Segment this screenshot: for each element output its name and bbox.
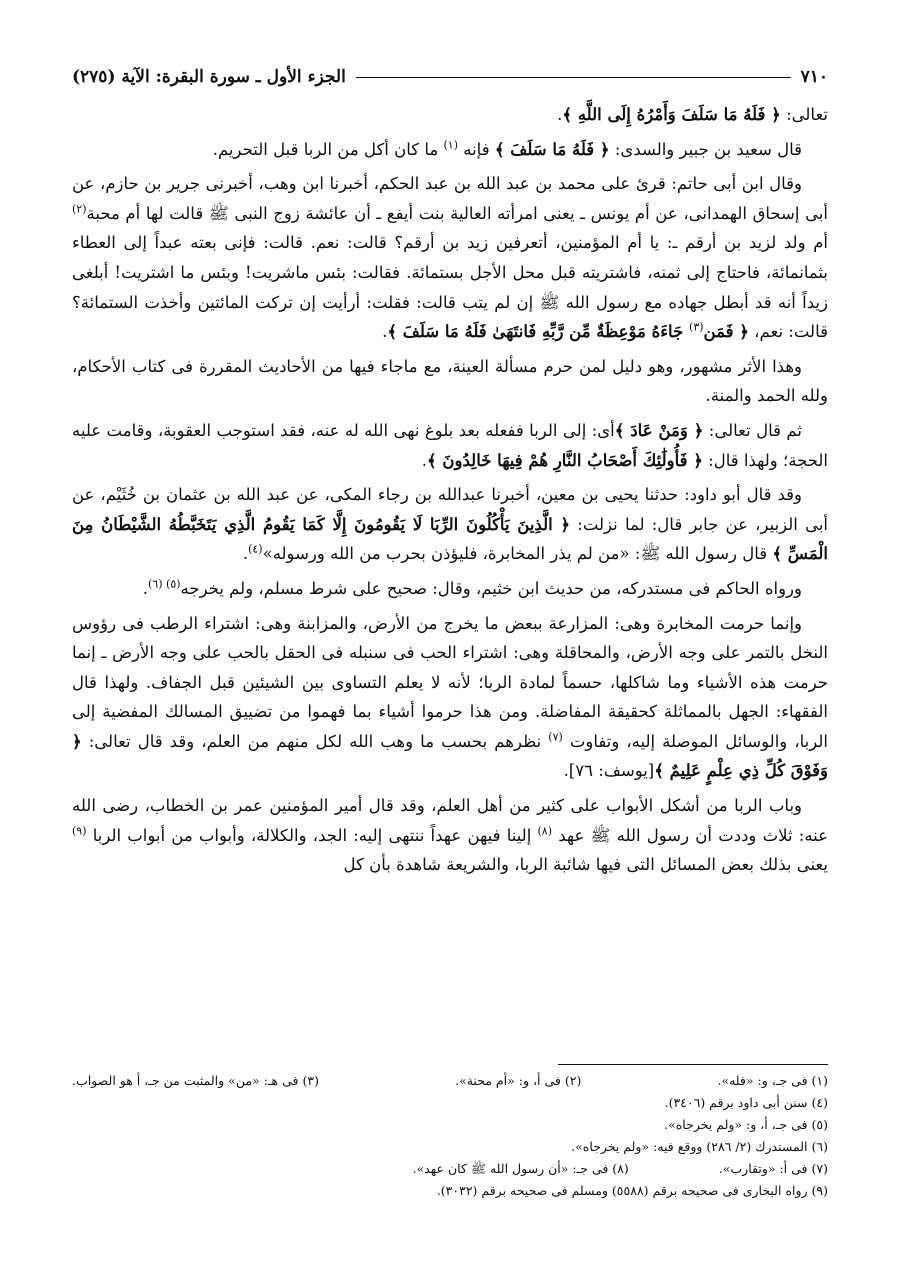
quran-quote: ﴿ وَمَنْ عَادَ ﴾	[614, 420, 704, 440]
quran-quote: ﴿ فَأُولَٰئِكَ أَصْحَابُ النَّارِ هُمْ فِيهَا خَالِدُونَ ﴾	[427, 450, 703, 470]
text: نظرهم بحسب ما وهب الله لكل منهم من العلم، وقد قال تعالى:	[81, 731, 549, 751]
text: تعالى:	[780, 105, 828, 124]
text: وقال ابن أبى حاتم: قرئ على محمد بن عبد الله بن عبد الحكم، أخبرنا ابن وهب، أخبرنى جرير بن حازم، عن أبى إسحاق الهمدانى، عن أم يونس ـ يعنى امرأته العالية بنت أيفع ـ أن عائشة زوج النبى ﷺ قالت لها أم محبة	[72, 174, 828, 223]
text: وإنما حرمت المخابرة وهى: المزارعة ببعض ما يخرج من الأرض، والمزابنة وهى: اشتراء الرطب فى رؤوس النخل بالتمر على وجه الأرض، والمحاقلة وهى: اشتراء الحب فى سنبله فى الحقل بالحب على وجه الأرض ـ إنما حرمت هذه الأشياء وما شاكلها، حسماً لمادة الربا؛ لأنه لا يعلم التساوى بين الشيئين قبل الجفاف. ولهذا قال الفقهاء: الجهل بالمماثلة كحقيقة المفاضلة. ومن هذا حرموا أشياء بما فهموا من تضييق المسالك المفضية إلى الربا، والوسائل الموصلة إليه، وتفاوت	[72, 613, 828, 751]
quran-quote: ﴿ فَمَن	[703, 322, 749, 342]
main-text	[72, 100, 828, 885]
paragraph-9	[72, 791, 828, 880]
text: وقد قال أبو داود: حدثنا يحيى بن معين، أخبرنا عبدالله بن رجاء المكى، عن عبد الله بن عثمان بن خُثَيْم، عن أبى الزبير، عن جابر قال: لما نزلت:	[72, 485, 829, 534]
paragraph-2	[72, 135, 828, 165]
quran-quote: ﴿ وَفَوْقَ كُلِّ ذِي عِلْمٍ عَلِيمٌ ﴾	[72, 731, 828, 781]
footnote-ref: (٥) (٦)	[148, 577, 181, 591]
footnote-1: (١) فى جـ، و: «فله».	[717, 1073, 828, 1088]
footnote-4: (٤) سنن أبى داود برقم (٣٤٠٦).	[664, 1095, 828, 1110]
text: .	[421, 450, 428, 470]
text: ما كان أكل من الربا قبل التحريم.	[212, 139, 444, 159]
paragraph-8	[72, 609, 828, 787]
quran-quote: ﴿ فَلَهُ مَا سَلَفَ ﴾	[494, 139, 610, 159]
footnote-separator	[558, 1064, 828, 1065]
paragraph-4	[72, 352, 828, 411]
running-title: الجزء الأول ـ سورة البقرة: الآية (٢٧٥)	[72, 67, 346, 87]
text: .	[242, 544, 249, 564]
text: ثم قال تعالى:	[703, 420, 802, 440]
page-header	[72, 64, 828, 90]
text: أم ولد لزيد بن أرقم ـ: يا أم المؤمنين، أتعرفين زيد بن أرقم؟ قالت: نعم. قالت: فإنى بعته عبداً إلى العطاء بثمانمائة، فاحتاج إلى ثمنه، فاشتريته قبل محل الأجل بستمائة. فقالت: بئس ماشريت! وبئس ما اشتريت! أبلغى زيداً أنه قد أبطل جهاده مع رسول الله ﷺ إن لم يتب قالت: فقلت: أرأيت إن تركت المائتين وأخذت الستمائة؟ قالت: نعم،	[72, 233, 828, 342]
footnote-6: (٦) المستدرك (٢/ ٢٨٦) ووقع فيه: «ولم يخرجاه».	[571, 1139, 828, 1154]
footnote-7: (٧) فى أ: «وتقارب».	[718, 1161, 828, 1176]
footnote-row	[72, 1180, 828, 1202]
paragraph-6	[72, 480, 828, 569]
footnote-row	[72, 1114, 828, 1136]
footnote-row	[72, 1092, 828, 1114]
text: ورواه الحاكم فى مستدركه، من حديث ابن خثيم، وقال: صحيح على شرط مسلم، ولم يخرجه	[180, 578, 802, 598]
quran-quote: جَاءَهُ مَوْعِظَةٌ مِّن رَّبِّهِ فَانتَهَىٰ فَلَهُ مَا سَلَفَ ﴾	[387, 322, 690, 342]
footnote-ref: (٨)	[537, 824, 553, 838]
footnote-ref: (٩)	[72, 824, 87, 838]
text: .	[382, 322, 388, 342]
footnote-ref: (١)	[443, 138, 458, 152]
footnote-ref: (٧)	[548, 730, 563, 744]
footnote-9: (٩) رواه البخارى فى صحيحه برقم (٥٥٨٨) ومسلم فى صحيحه برقم (٣٠٣٢).	[436, 1183, 828, 1198]
quran-quote: ﴿ فَلَهُ مَا سَلَفَ وَأَمْرُهُ إِلَى اللَّهِ ﴾	[562, 105, 781, 124]
text: .	[557, 105, 563, 124]
footnote-ref: (٢)	[72, 202, 87, 216]
footnote-ref: (٤)	[248, 542, 263, 556]
quran-quote: ﴿ الَّذِينَ يَأْكُلُونَ الرِّبَا لَا يَقُومُونَ إِلَّا كَمَا يَقُومُ الَّذِي يَتَخَبَّطُهُ الشَّيْطَانُ مِنَ الْمَسِّ ﴾	[72, 514, 828, 564]
footnote-ref: (٣)	[689, 320, 704, 334]
text: وباب الربا من أشكل الأبواب على كثير من أهل العلم، وقد قال أمير المؤمنين عمر بن الخطاب، رضى الله عنه: ثلاث وددت أن رسول الله ﷺ عهد	[72, 796, 828, 845]
footnote-5: (٥) فى جـ، أ، و: «ولم يخرجاه».	[664, 1117, 828, 1132]
text: [يوسف: ٧٦].	[563, 761, 655, 781]
footnote-2: (٢) فى أ، و: «أم محنة».	[455, 1073, 582, 1088]
text: يعنى بذلك بعض المسائل التى فيها شائبة الربا، والشريعة شاهدة بأن كل	[343, 855, 828, 875]
footnote-8: (٨) فى جـ: «أن رسول الله ﷺ كان عهد».	[412, 1161, 629, 1176]
footnote-3: (٣) فى هـ: «من» والمثبت من جـ، أ هو الصواب.	[72, 1073, 319, 1088]
page-number: ٧١٠	[800, 67, 828, 87]
text: إلينا فيهن عهداً ننتهى إليه: الجد، والكلالة، وأبواب من أبواب الربا	[86, 825, 538, 845]
text: أى: إلى الربا ففعله بعد بلوغ نهى الله له عنه، فقد استوجب العقوبة، وقامت عليه الحجة؛ ولهذا قال:	[72, 420, 828, 470]
text: .	[142, 578, 149, 598]
footnote-row	[72, 1158, 828, 1180]
footnotes	[72, 1070, 828, 1202]
footnote-row	[72, 1070, 828, 1092]
text: وهذا الأثر مشهور، وهو دليل لمن حرم مسألة العينة، مع ماجاء فيها من الأحاديث المقررة فى كتاب الأحكام، ولله الحمد والمنة.	[72, 356, 828, 406]
paragraph-5	[72, 416, 828, 475]
text: فإنه	[458, 139, 495, 159]
text: قال سعيد بن جبير والسدى:	[609, 139, 802, 159]
paragraph-1	[72, 100, 828, 130]
header-rule	[356, 77, 791, 78]
text: قال رسول الله ﷺ: «من لم يذر المخابرة، فليؤذن بحرب من الله ورسوله»	[262, 544, 773, 564]
paragraph-7	[72, 574, 828, 604]
paragraph-3	[72, 169, 828, 347]
footnote-row	[72, 1136, 828, 1158]
